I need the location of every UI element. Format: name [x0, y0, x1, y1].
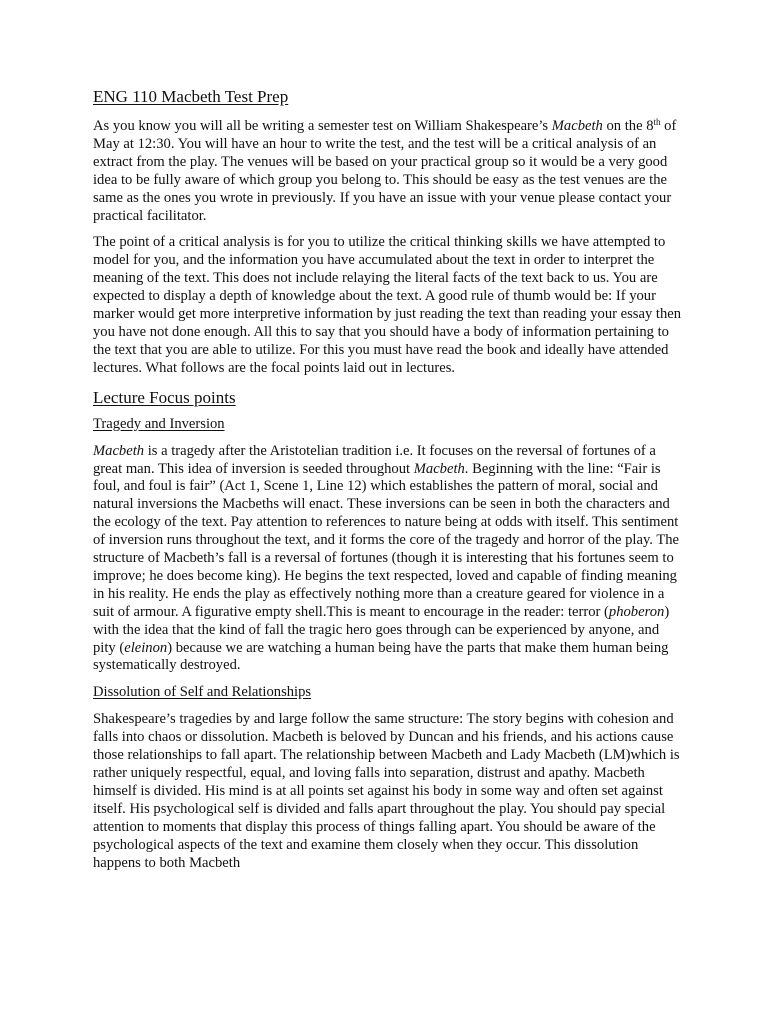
text-segment: ) with the idea that the kind of fall the tragic hero goes through can be experienced by anyone, and pity ( — [93, 603, 670, 656]
section-heading-lecture-focus-points: Lecture Focus points — [93, 387, 236, 407]
subheading-dissolution-of-self: Dissolution of Self and Relationships — [93, 684, 312, 701]
ordinal-superscript: th — [653, 117, 661, 127]
text-segment: ) because we are watching a human being have the parts that make them human being systematically destroyed. — [93, 639, 669, 674]
text-segment: of May at 12:30. You will have an hour to write the test, and the test will be a critical analysis of an extract from the play. The venues will be based on your practical group so it would be a very good idea to be fully aware of which group you belong to. This should be easy as the test venues are the same as the ones you wrote in previously. If you have an issue with your venue please contact your practical facilitator. — [93, 118, 677, 224]
tragedy-paragraph — [93, 443, 683, 676]
text-segment: is a tragedy after the Aristotelian tradition i.e. It focuses on the reversal of fortunes of a great man. This idea of inversion is seeded throughout — [93, 442, 656, 477]
italic-play-title: Macbeth — [413, 460, 465, 477]
document-title: ENG 110 Macbeth Test Prep — [93, 87, 289, 106]
italic-term-eleinon: eleinon — [124, 639, 168, 656]
italic-term-phoberon: phoberon — [608, 603, 665, 620]
text-segment: As you know you will all be writing a semester test on William Shakespeare’s — [93, 118, 552, 134]
italic-play-title: Macbeth — [551, 118, 603, 134]
italic-play-title: Macbeth — [93, 442, 145, 459]
intro-paragraph-1 — [93, 118, 683, 225]
dissolution-paragraph: Shakespeare’s tragedies by and large follow the same structure: The story begins with cohesion and falls into chaos or dissolution. Macbeth is beloved by Duncan and his friends, and his actions cause those relationships to fall apart. The relationship between Macbeth and Lady Macbeth (LM)which is rather uniquely respectful, equal, and loving falls into separation, distrust and apathy. Macbeth himself is divided. His mind is at all points set against his body in some way and often set against itself. His psychological self is divided and falls apart throughout the play. You should pay special attention to moments that display this process of things falling apart. You should be aware of the psychological aspects of the text and examine them closely when they occur. This dissolution happens to both Macbeth — [93, 711, 680, 871]
text-segment: on the 8 — [602, 118, 654, 134]
subheading-tragedy-and-inversion: Tragedy and Inversion — [93, 415, 225, 432]
document-page — [93, 86, 683, 881]
text-segment: . Beginning with the line: “Fair is foul, and foul is fair” (Act 1, Scene 1, Line 12) which establishes the pattern of moral, social and natural inversions the Macbeths will enact. These inversions can be seen in both the characters and the ecology of the text. Pay attention to references to nature being at odds with itself. This sentiment of inversion runs throughout the text, and it forms the core of the tragedy and horror of the play. The structure of Macbeth’s fall is a reversal of fortunes (though it is interesting that his fortunes seem to improve; he does become king). He begins the text respected, loved and capable of finding meaning in his reality. He ends the play as effectively nothing more than a creature geared for violence in a suit of armour. A figurative empty shell.This is meant to encourage in the reader: terror ( — [93, 460, 680, 620]
intro-paragraph-2: The point of a critical analysis is for you to utilize the critical thinking skills we have attempted to model for you, and the information you have accumulated about the text in order to interpret the meaning of the text. This does not include relaying the literal facts of the text back to us. You are expected to display a depth of knowledge about the text. A good rule of thumb would be: If your marker would get more interpretive information by just reading the text than reading your essay then you have not done enough. All this to say that you should have a body of information pertaining to the text that you are able to utilize. For this you must have read the book and ideally have attended lectures. What follows are the focal points laid out in lectures. — [93, 234, 682, 376]
